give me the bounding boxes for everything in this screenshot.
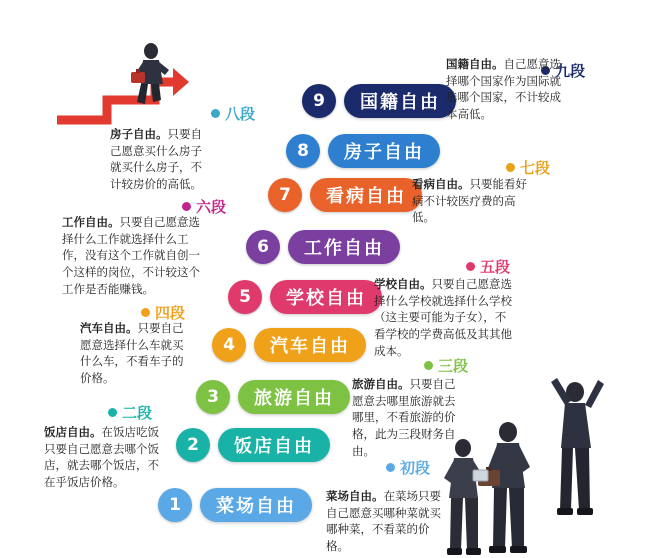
rank-dot-8 xyxy=(211,109,220,118)
rank-dot-4 xyxy=(141,308,150,317)
rank-text-4: 四段 xyxy=(155,304,186,322)
note-3-text: 只要自己愿意去哪里旅游就去哪里，不看旅游的价格，此为三段财务自由。 xyxy=(352,377,456,458)
note-8-text: 只要自己愿意买什么房子就买什么房子，不计较房价的高低。 xyxy=(110,127,202,192)
note-4-text: 只要自己愿意选择什么车就买什么车，不看车子的价格。 xyxy=(80,321,184,386)
step-5-label: 学校自由 xyxy=(270,280,382,314)
note-9-text: 自己愿意选择哪个国家作为国际就选哪个国家，不计较成本高低。 xyxy=(446,57,561,122)
step-8-label: 房子自由 xyxy=(328,134,440,168)
step-6[interactable] xyxy=(246,230,400,264)
step-8[interactable] xyxy=(286,134,440,168)
rank-dot-6 xyxy=(182,202,191,211)
step-5[interactable] xyxy=(228,280,382,314)
step-9-label: 国籍自由 xyxy=(344,84,456,118)
rank-dot-3 xyxy=(424,361,433,370)
step-1[interactable] xyxy=(158,488,312,522)
rank-dot-1 xyxy=(386,463,395,472)
rank-text-7: 七段 xyxy=(520,159,551,177)
step-6-number: 6 xyxy=(246,230,280,264)
climbing-businessman-illustration xyxy=(55,38,190,128)
note-5-text: 只要自己愿意选择什么学校就选择什么学校（这主要可能为子女），不看学校的学费高低及其其他成本。 xyxy=(374,277,512,358)
note-7-term: 看病自由。 xyxy=(412,177,470,191)
note-8-term: 房子自由。 xyxy=(110,127,168,141)
step-7[interactable] xyxy=(268,178,422,212)
rank-text-9: 九段 xyxy=(555,62,586,80)
step-3-number: 3 xyxy=(196,380,230,414)
rank-text-3: 三段 xyxy=(438,357,469,375)
note-9-term: 国籍自由。 xyxy=(446,57,504,71)
rank-label-7 xyxy=(506,157,550,178)
note-3 xyxy=(352,376,466,459)
rank-text-5: 五段 xyxy=(480,258,511,276)
note-7 xyxy=(412,176,530,226)
note-6 xyxy=(62,214,204,297)
note-3-term: 旅游自由。 xyxy=(352,377,410,391)
rank-label-5 xyxy=(466,256,510,277)
step-8-number: 8 xyxy=(286,134,320,168)
step-7-number: 7 xyxy=(268,178,302,212)
rank-text-8: 八段 xyxy=(225,105,256,123)
step-3[interactable] xyxy=(196,380,350,414)
rank-label-2 xyxy=(108,402,152,423)
step-9-number: 9 xyxy=(302,84,336,118)
note-1 xyxy=(326,488,446,555)
rank-text-1: 初段 xyxy=(400,459,431,477)
step-7-label: 看病自由 xyxy=(310,178,422,212)
rank-dot-7 xyxy=(506,163,515,172)
step-2[interactable] xyxy=(176,428,330,462)
note-2-term: 饭店自由。 xyxy=(44,425,102,439)
rank-dot-2 xyxy=(108,408,117,417)
note-1-text: 在菜场只要自己愿意买哪种菜就买哪种菜，不看菜的价格。 xyxy=(326,489,441,554)
note-7-text: 只要能看好病不计较医疗费的高低。 xyxy=(412,177,527,225)
note-8 xyxy=(110,126,212,193)
note-6-term: 工作自由。 xyxy=(62,215,120,229)
step-6-label: 工作自由 xyxy=(288,230,400,264)
step-4-number: 4 xyxy=(212,328,246,362)
note-4 xyxy=(80,320,186,387)
step-4[interactable] xyxy=(212,328,366,362)
step-1-number: 1 xyxy=(158,488,192,522)
rank-text-2: 二段 xyxy=(122,404,153,422)
step-2-label: 饭店自由 xyxy=(218,428,330,462)
note-1-term: 菜场自由。 xyxy=(326,489,384,503)
step-2-number: 2 xyxy=(176,428,210,462)
step-9[interactable] xyxy=(302,84,456,118)
note-2-text: 在饭店吃饭只要自己愿意去哪个饭店，就去哪个饭店，不在乎饭店价格。 xyxy=(44,425,159,490)
note-6-text: 只要自己愿意选择什么工作就选择什么工作，没有这个工作就自创一个这样的岗位，不计较这个工作是否能赚钱。 xyxy=(62,215,200,296)
rank-label-1 xyxy=(386,457,430,478)
rank-text-6: 六段 xyxy=(196,198,227,216)
note-5 xyxy=(374,276,514,359)
note-5-term: 学校自由。 xyxy=(374,277,432,291)
note-4-term: 汽车自由。 xyxy=(80,321,138,335)
rank-dot-5 xyxy=(466,262,475,271)
note-2 xyxy=(44,424,160,491)
note-9 xyxy=(446,56,562,123)
step-4-label: 汽车自由 xyxy=(254,328,366,362)
step-1-label: 菜场自由 xyxy=(200,488,312,522)
step-5-number: 5 xyxy=(228,280,262,314)
rank-label-8 xyxy=(211,103,255,124)
step-3-label: 旅游自由 xyxy=(238,380,350,414)
